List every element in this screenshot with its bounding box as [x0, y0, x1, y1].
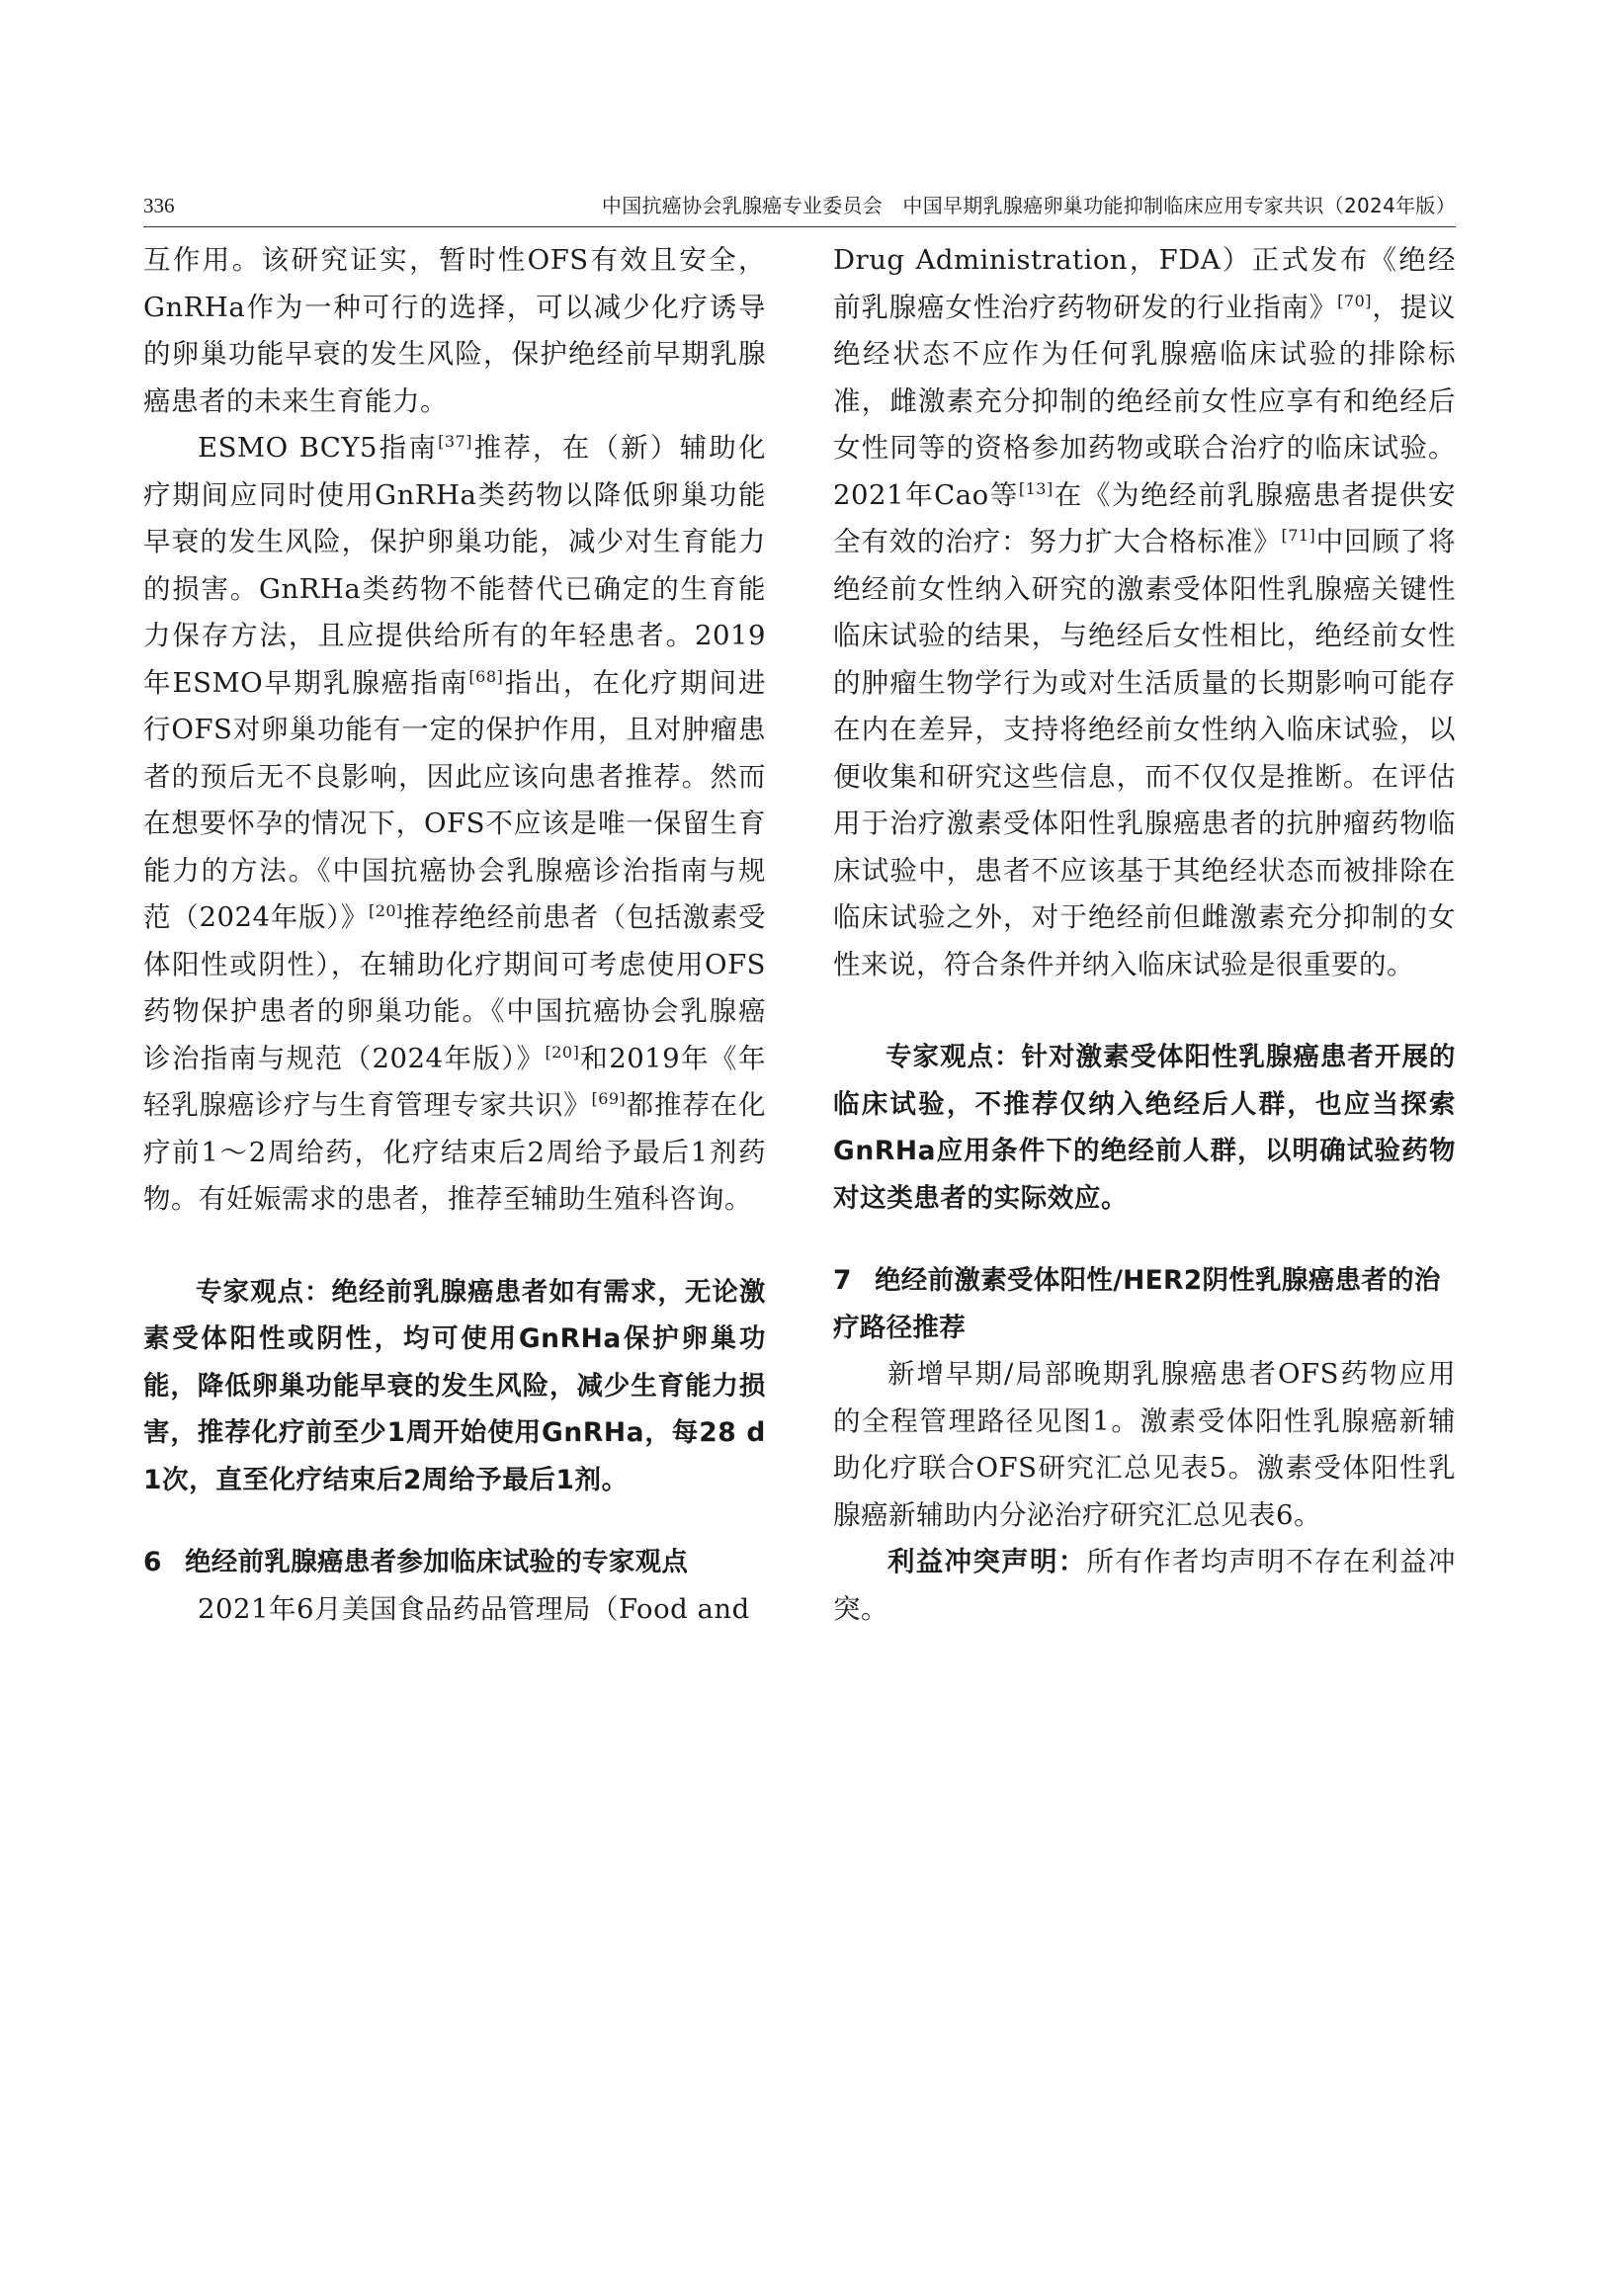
paragraph: 2021年6月美国食品药品管理局（Food and: [198, 1592, 750, 1625]
citation[interactable]: [71]: [1281, 525, 1316, 545]
conflict-of-interest: 利益冲突声明：所有作者均声明不存在利益冲突。: [833, 1546, 1457, 1625]
running-header: [143, 191, 1456, 227]
paragraph: ESMO BCY5指南[37]推荐，在（新）辅助化疗期间应同时使用GnRHa类药物以降低卵巢功能早衰的发生风险，保护卵巢功能，减少对生育能力的损害。GnRHa类药物不能替代已确定的生育能力保存方法，且应提供给所有的年轻患者。2019年ESMO早期乳腺癌指南[68]指出，在化疗期间进行OFS对卵巢功能有一定的保护作用，且对肿瘤患者的预后无不良影响，因此应该向患者推荐。然而在想要怀孕的情况下，OFS不应该是唯一保留生育能力的方法。《中国抗癌协会乳腺癌诊治指南与规范（2024年版）》[20]推荐绝经前患者（包括激素受体阳性或阴性），在辅助化疗期间可考虑使用OFS药物保护患者的卵巢功能。《中国抗癌协会乳腺癌诊治指南与规范（2024年版）》[20]和2019年《年轻乳腺癌诊疗与生育管理专家共识》[69]都推荐在化疗前1～2周给药，化疗结束后2周给予最后1剂药物。有妊娠需求的患者，推荐至辅助生殖科咨询。: [143, 431, 767, 1215]
running-title: 中国抗癌协会乳腺癌专业委员会 中国早期乳腺癌卵巢功能抑制临床应用专家共识（2024年版）: [601, 194, 1456, 217]
right-column: [833, 237, 1456, 1633]
page-number: 336: [143, 194, 175, 217]
citation[interactable]: [20]: [368, 900, 403, 920]
paragraph: Drug Administration，FDA）正式发布《绝经前乳腺癌女性治疗药物研发的行业指南》[70]，提议绝经状态不应作为任何乳腺癌临床试验的排除标准，雌激素充分抑制的绝经前女性应享有和绝经后女性同等的资格参加药物或联合治疗的临床试验。2021年Cao等[13]在《为绝经前乳腺癌患者提供安全有效的治疗：努力扩大合格标准》[71]中回顾了将绝经前女性纳入研究的激素受体阳性乳腺癌关键性临床试验的结果，与绝经后女性相比，绝经前女性的肿瘤生物学行为或对生活质量的长期影响可能存在内在差异，支持将绝经前女性纳入临床试验，以便收集和研究这些信息，而不仅仅是推断。在评估用于治疗激素受体阳性乳腺癌患者的抗肿瘤药物临床试验中，患者不应该基于其绝经状态而被排除在临床试验之外，对于绝经前但雌激素充分抑制的女性来说，符合条件并纳入临床试验是很重要的。: [833, 244, 1457, 980]
paragraph: 互作用。该研究证实，暂时性OFS有效且安全，GnRHa作为一种可行的选择，可以减少化疗诱导的卵巢功能早衰的发生风险，保护绝经前早期乳腺癌患者的未来生育能力。: [143, 244, 766, 417]
paragraph: 新增早期/局部晚期乳腺癌患者OFS药物应用的全程管理路径见图1。激素受体阳性乳腺癌新辅助化疗联合OFS研究汇总见表5。激素受体阳性乳腺癌新辅助内分泌治疗研究汇总见表6。: [833, 1358, 1456, 1531]
citation[interactable]: [69]: [591, 1088, 627, 1108]
coi-label: 利益冲突声明：: [887, 1546, 1087, 1577]
expert-opinion: 专家观点：针对激素受体阳性乳腺癌患者开展的临床试验，不推荐仅纳入绝经后人群，也应当探索GnRHa应用条件下的绝经前人群，以明确试验药物对这类患者的实际效应。: [833, 1042, 1456, 1214]
citation[interactable]: [37]: [438, 431, 472, 451]
citation[interactable]: [70]: [1337, 291, 1372, 310]
citation[interactable]: [13]: [1018, 478, 1054, 498]
left-column: [143, 237, 766, 1633]
expert-opinion: 专家观点：绝经前乳腺癌患者如有需求，无论激素受体阳性或阴性，均可使用GnRHa保护卵巢功能，降低卵巢功能早衰的发生风险，减少生育能力损害，推荐化疗前至少1周开始使用GnRHa，每28 d 1次，直至化疗结束后2周给予最后1剂。: [143, 1276, 766, 1495]
citation[interactable]: [20]: [545, 1042, 580, 1062]
section-heading: 6 绝经前乳腺癌患者参加临床试验的专家观点: [143, 1547, 689, 1577]
citation[interactable]: [68]: [468, 666, 504, 686]
section-heading: 7 绝经前激素受体阳性/HER2阴性乳腺癌患者的治疗路径推荐: [833, 1265, 1441, 1343]
